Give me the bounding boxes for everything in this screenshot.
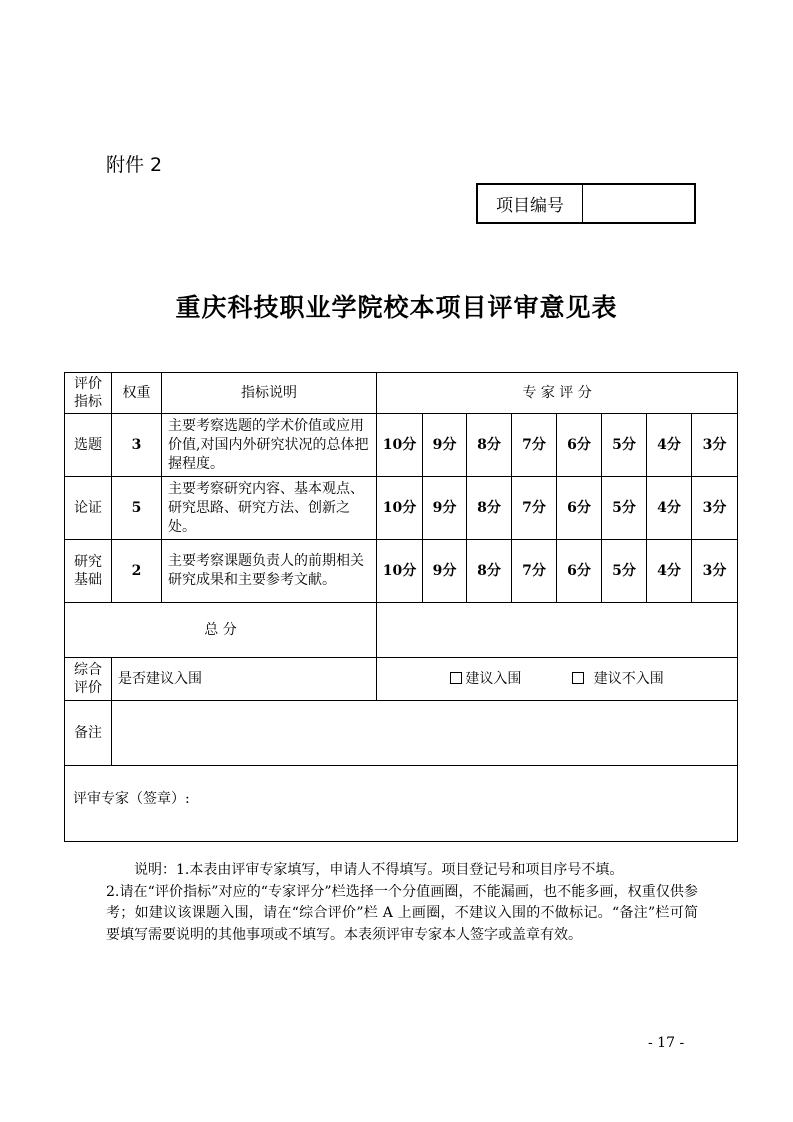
score-option[interactable]: 4分 bbox=[647, 414, 692, 477]
signature-row bbox=[65, 766, 738, 842]
description-cell: 主要考察选题的学术价值或应用价值,对国内外研究状况的总体把握程度。 bbox=[162, 414, 377, 477]
overall-options bbox=[377, 658, 738, 701]
total-label: 总 分 bbox=[65, 603, 377, 658]
score-option[interactable]: 5分 bbox=[602, 414, 647, 477]
indicator-cell: 研究 基础 bbox=[65, 540, 112, 603]
description-cell: 主要考察课题负责人的前期相关研究成果和主要参考文献。 bbox=[162, 540, 377, 603]
header-expert-score: 专 家 评 分 bbox=[377, 373, 738, 414]
weight-cell: 3 bbox=[112, 414, 162, 477]
score-option[interactable]: 7分 bbox=[512, 477, 557, 540]
option-not-recommend-label: 建议不入围 bbox=[593, 671, 664, 687]
indicator-cell: 论证 bbox=[65, 477, 112, 540]
header-description: 指标说明 bbox=[162, 373, 377, 414]
project-number-label: 项目编号 bbox=[478, 185, 583, 222]
signature-cell[interactable] bbox=[65, 766, 738, 842]
score-option[interactable]: 9分 bbox=[423, 540, 467, 603]
score-option[interactable]: 10分 bbox=[377, 414, 423, 477]
signature-label: 评审专家（签章）: bbox=[73, 791, 190, 807]
note-line: 2.请在“评价指标”对应的“专家评分”栏选择一个分值画圈，不能漏画，也不能多画，权重仅供参考；如建议该课题入围，请在“综合评价”栏 A 上画圈，不建议入围的不做标记。“备注”栏可简要填写需要说明的其他事项或不填写。本表须评审专家本人签字或盖章有效。 bbox=[106, 883, 698, 943]
score-option[interactable]: 9分 bbox=[423, 414, 467, 477]
score-option[interactable]: 3分 bbox=[692, 540, 738, 603]
score-option[interactable]: 6分 bbox=[557, 414, 602, 477]
instructions bbox=[106, 860, 698, 946]
score-option[interactable]: 3分 bbox=[692, 477, 738, 540]
note-line: 说明：1.本表由评审专家填写，申请人不得填写。项目登记号和项目序号不填。 bbox=[134, 862, 624, 878]
score-option[interactable]: 3分 bbox=[692, 414, 738, 477]
remarks-field[interactable] bbox=[112, 701, 738, 766]
page-number: - 17 - bbox=[648, 1035, 685, 1051]
header-weight: 权重 bbox=[112, 373, 162, 414]
option-not-recommend[interactable] bbox=[572, 671, 664, 687]
score-option[interactable]: 7分 bbox=[512, 540, 557, 603]
score-option[interactable]: 4分 bbox=[647, 540, 692, 603]
score-option[interactable]: 8分 bbox=[467, 540, 512, 603]
overall-label: 综合 评价 bbox=[65, 658, 112, 701]
score-option[interactable]: 5分 bbox=[602, 477, 647, 540]
score-option[interactable]: 6分 bbox=[557, 477, 602, 540]
project-number-box bbox=[476, 183, 696, 224]
option-recommend-label: 建议入围 bbox=[465, 671, 522, 687]
weight-cell: 5 bbox=[112, 477, 162, 540]
overall-question: 是否建议入围 bbox=[112, 658, 377, 701]
total-value-field[interactable] bbox=[377, 603, 738, 658]
header-indicator: 评价 指标 bbox=[65, 373, 112, 414]
score-option[interactable]: 7分 bbox=[512, 414, 557, 477]
checkbox-icon[interactable] bbox=[450, 672, 462, 684]
score-option[interactable]: 9分 bbox=[423, 477, 467, 540]
project-number-field[interactable] bbox=[583, 185, 694, 222]
criteria-row-foundation bbox=[65, 540, 738, 603]
score-option[interactable]: 8分 bbox=[467, 414, 512, 477]
page-title: 重庆科技职业学院校本项目评审意见表 bbox=[175, 293, 618, 322]
option-recommend[interactable] bbox=[450, 671, 525, 687]
remarks-row bbox=[65, 701, 738, 766]
score-option[interactable]: 10分 bbox=[377, 540, 423, 603]
description-cell: 主要考察研究内容、基本观点、研究思路、研究方法、创新之处。 bbox=[162, 477, 377, 540]
header-row bbox=[65, 373, 738, 414]
checkbox-icon[interactable] bbox=[572, 672, 584, 684]
score-option[interactable]: 6分 bbox=[557, 540, 602, 603]
score-option[interactable]: 8分 bbox=[467, 477, 512, 540]
score-option[interactable]: 4分 bbox=[647, 477, 692, 540]
indicator-cell: 选题 bbox=[65, 414, 112, 477]
score-option[interactable]: 5分 bbox=[602, 540, 647, 603]
weight-cell: 2 bbox=[112, 540, 162, 603]
criteria-row-topic bbox=[65, 414, 738, 477]
review-table bbox=[64, 372, 738, 842]
remarks-label: 备注 bbox=[65, 701, 112, 766]
overall-row bbox=[65, 658, 738, 701]
total-row bbox=[65, 603, 738, 658]
attachment-label: 附件 2 bbox=[106, 154, 163, 176]
criteria-row-argument bbox=[65, 477, 738, 540]
score-option[interactable]: 10分 bbox=[377, 477, 423, 540]
